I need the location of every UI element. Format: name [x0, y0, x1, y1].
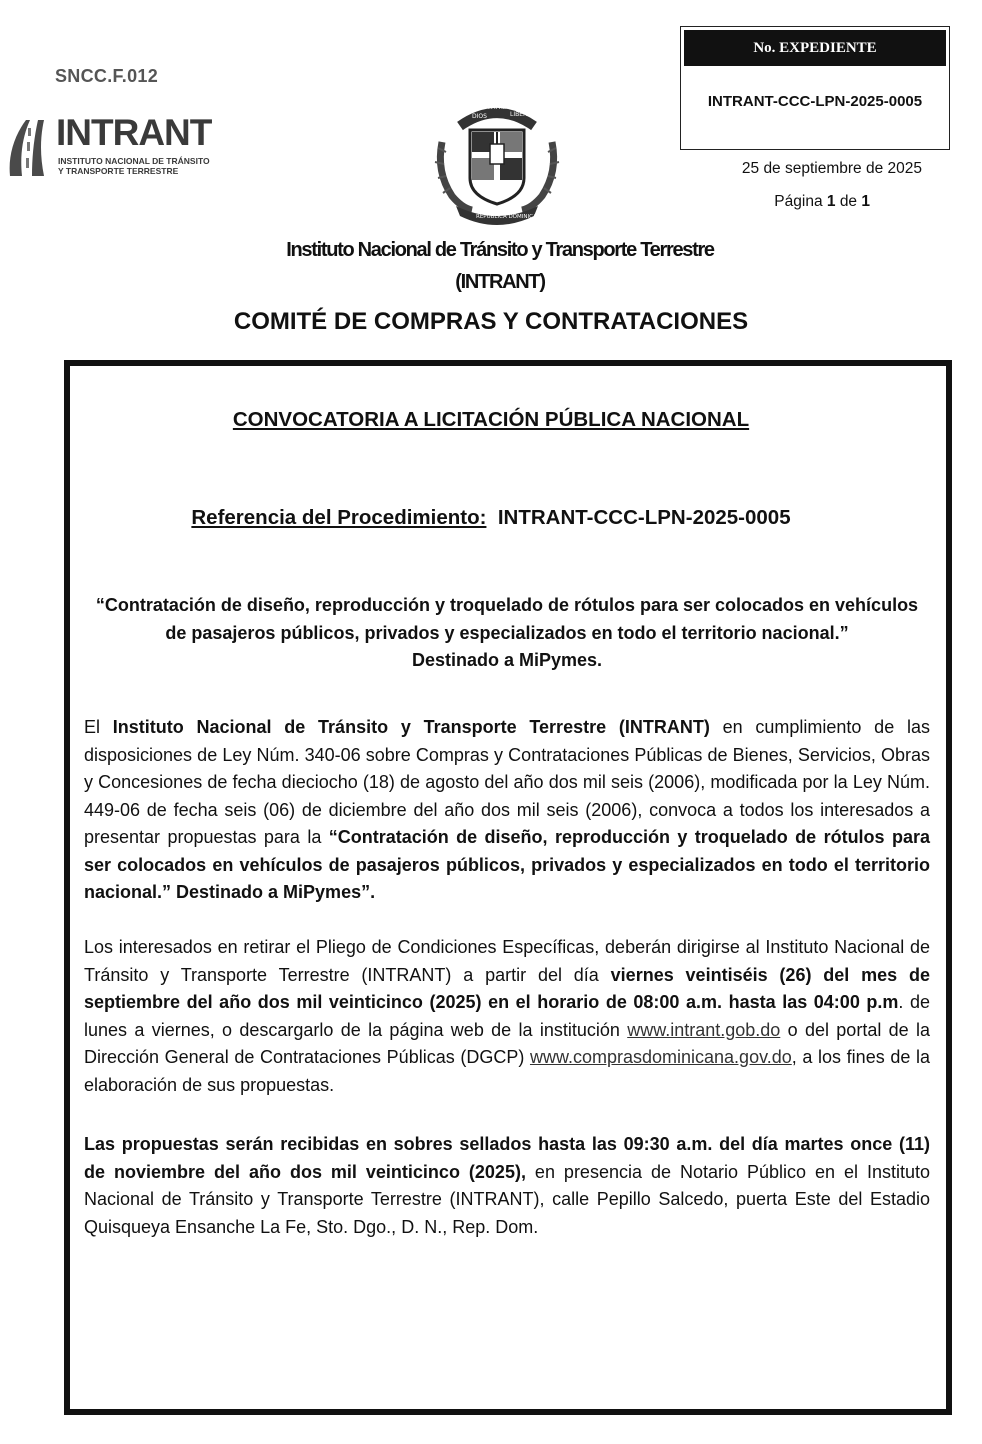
convocatoria-title-text: CONVOCATORIA A LICITACIÓN PÚBLICA NACIONAL	[232, 408, 750, 431]
page-total: 1	[861, 193, 870, 210]
p1-bold2: “Contratación de diseño, reproducción y troquelado de rótulos para ser colocados en vehículos de pasajeros públicos, privados y especializados en todo el territorio nacional.” Destinado a MiPymes”.	[84, 827, 930, 902]
paragraph-proposals	[84, 1131, 930, 1241]
p1-text1: El	[84, 717, 113, 737]
intrant-logo	[6, 112, 212, 184]
dgcp-portal-link[interactable]: www.comprasdominicana.gov.do	[529, 1047, 792, 1067]
object-line2: de pasajeros públicos, privados y especializados en todo el territorio nacional.”	[165, 622, 849, 643]
convocatoria-title	[0, 408, 982, 432]
p3-bold1: Las propuestas serán recibidas en sobres sellados hasta las 09:30 a.m. del día martes once (11) de noviembre del año dos mil veinticinco (2025),	[84, 1134, 930, 1182]
p2-bold1: viernes veintiséis (26) del mes de septiembre del año dos mil veinticinco (2025) en el horario de 08:00 a.m. hasta las 04:00 p.m	[84, 964, 930, 1012]
logo-subtitle	[58, 156, 218, 176]
p2-text4: , a los fines de la elaboración de sus propuestas.	[84, 1047, 930, 1095]
institution-line2: (INTRANT)	[455, 271, 545, 293]
logo-name: INTRANT	[56, 112, 212, 153]
motto-center: PATRIA	[488, 104, 509, 111]
p1-text2: en cumplimiento de las disposiciones de Ley Núm. 340-06 sobre Compras y Contrataciones Públicas de Bienes, Servicios, Obras y Concesiones de fecha dieciocho (18) de agosto del año dos mil seis (2006), modificada por la Ley Núm. 449-06 de fecha seis (06) de diciembre del año dos mil seis (2006), convoca a todos los interesados a presentar propuestas para la	[84, 717, 930, 847]
object-line3: Destinado a MiPymes.	[411, 650, 603, 670]
institution-line1: Instituto Nacional de Tránsito y Transporte Terrestre	[286, 239, 714, 261]
p2-text2: . de lunes a viernes, o descargarlo de la página web de la institución	[84, 992, 930, 1040]
page-prefix: Página	[774, 193, 823, 210]
intrant-website-link[interactable]: www.intrant.gob.do	[627, 1019, 781, 1040]
page-current: 1	[826, 193, 836, 210]
object-line1: “Contratación de diseño, reproducción y troquelado de rótulos para ser colocados en vehículos	[95, 595, 919, 615]
p2-text1: Los interesados en retirar el Pliego de Condiciones Específicas, deberán dirigirse al Instituto Nacional de Tránsito y Transporte Terrestre (INTRANT) a partir del día	[84, 937, 930, 985]
document-date: 25 de septiembre de 2025	[741, 160, 922, 177]
p2-text3: o del portal de la Dirección General de Contrataciones Públicas (DGCP)	[84, 1019, 931, 1067]
motto-left: DIOS	[472, 113, 487, 120]
page-indicator	[700, 193, 870, 211]
coat-of-arms	[432, 92, 562, 228]
page-sep: de	[839, 193, 858, 210]
expediente-label: No. EXPEDIENTE	[684, 30, 946, 66]
committee-heading: COMITÉ DE COMPRAS Y CONTRATACIONES	[233, 308, 749, 335]
intrant-road-icon	[6, 116, 50, 178]
logo-subtitle-line1: INSTITUTO NACIONAL DE TRÁNSITO	[58, 156, 210, 166]
expediente-box	[680, 26, 950, 150]
procedure-reference	[0, 506, 982, 530]
ribbon-text: REPÚBLICA DOMINICANA	[476, 214, 545, 220]
motto-right: LIBERTAD	[510, 111, 539, 118]
procedure-object	[84, 592, 930, 675]
form-code: SNCC.F.012	[55, 66, 159, 86]
reference-label: Referencia del Procedimiento:	[191, 506, 487, 529]
paragraph-intro	[84, 714, 930, 907]
paragraph-pliego	[84, 934, 930, 1099]
institution-name	[200, 234, 800, 298]
reference-code: INTRANT-CCC-LPN-2025-0005	[497, 506, 791, 529]
logo-subtitle-line2: Y TRANSPORTE TERRESTRE	[58, 166, 179, 176]
expediente-number: INTRANT-CCC-LPN-2025-0005	[707, 93, 923, 110]
p1-bold1: Instituto Nacional de Tránsito y Transporte Terrestre (INTRANT)	[112, 717, 710, 737]
p3-text1: en presencia de Notario Público en el Instituto Nacional de Tránsito y Transporte Terrestre (INTRANT), calle Pepillo Salcedo, puerta Este del Estadio Quisqueya Ensanche La Fe, Sto. Dgo., D. N., Rep. Dom.	[84, 1161, 930, 1237]
